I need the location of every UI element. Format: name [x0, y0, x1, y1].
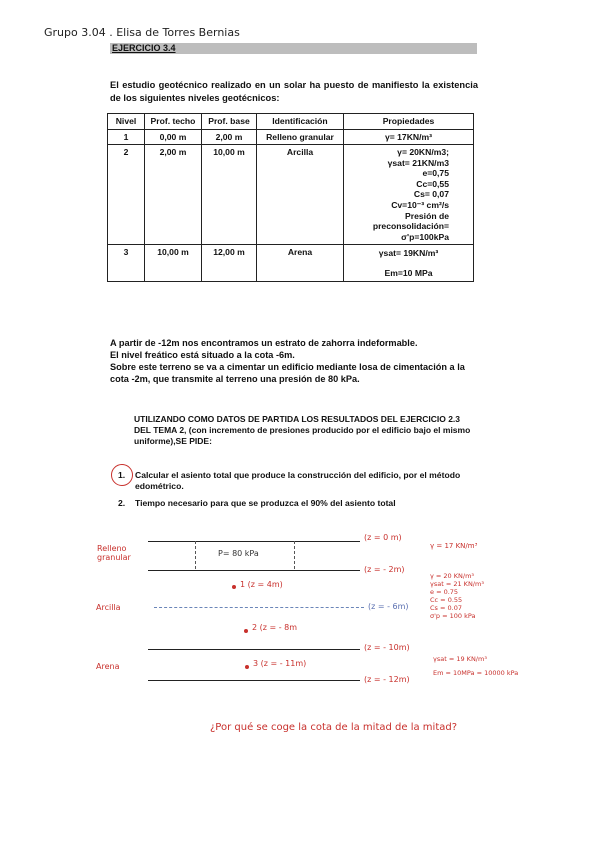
list-item: [118, 498, 478, 509]
cell-nivel: 2: [108, 145, 145, 245]
para-line: El nivel freático está situado a la cota -6m.: [110, 350, 295, 360]
foundation-edge: [195, 541, 196, 569]
layer-label-relleno: Relleno granular: [97, 544, 131, 562]
cell-props: γ= 17KN/m³: [344, 129, 474, 145]
note-line: γsat = 21 KN/m³: [430, 580, 484, 588]
prop-line: Cc=0,55: [416, 178, 449, 189]
th-techo: Prof. techo: [145, 114, 202, 130]
question-number: 1.: [118, 470, 126, 480]
prop-line: Presión de: [405, 210, 449, 221]
prop-line: γsat= 19KN/m³: [378, 248, 439, 259]
table-row: [108, 145, 474, 245]
table-header-row: [108, 114, 474, 130]
conditions-paragraph: [110, 337, 480, 385]
cell-nivel: 3: [108, 245, 145, 282]
layer-boundary-line: [148, 649, 360, 650]
point-marker: [244, 629, 248, 633]
note-line: Em = 10MPa = 10000 kPa: [433, 669, 519, 677]
prop-line: σ'p=100kPa: [401, 231, 449, 242]
layer-label-arcilla: Arcilla: [96, 603, 121, 612]
task-statement: UTILIZANDO COMO DATOS DE PARTIDA LOS RESULTADOS DEL EJERCICIO 2.3 DEL TEMA 2, (con incremento de presiones producido por el edificio bajo el mismo uniforme),SE PIDE:: [134, 414, 471, 446]
note-line: Cc = 0.55: [430, 596, 463, 604]
note-relleno: γ = 17 KN/m³: [430, 542, 478, 550]
list-item: [118, 470, 478, 492]
cell-base: 2,00 m: [202, 129, 257, 145]
cota-label: (z = - 2m): [364, 565, 405, 574]
load-label: P= 80 kPa: [218, 549, 259, 558]
para-line: Sobre este terreno se va a cimentar un edificio mediante losa de cimentación a la cota -2m, que transmite al terreno una presión de 80 kPa.: [110, 362, 465, 384]
note-line: σ'p = 100 kPa: [430, 612, 476, 620]
water-table-line: [154, 607, 364, 608]
foundation-line: [148, 570, 360, 571]
geotechnical-table: [107, 113, 474, 282]
prop-line: γ= 20KN/m3;: [397, 147, 449, 157]
base-line: [148, 680, 360, 681]
note-line: Cs = 0.07: [430, 604, 462, 612]
cell-techo: 10,00 m: [145, 245, 202, 282]
th-nivel: Nivel: [108, 114, 145, 130]
table-row: [108, 245, 474, 282]
cell-base: 12,00 m: [202, 245, 257, 282]
point-label: 3 (z = - 11m): [253, 659, 307, 668]
handwritten-question: ¿Por qué se coge la cota de la mitad de la mitad?: [210, 722, 458, 733]
th-base: Prof. base: [202, 114, 257, 130]
prop-line: Cv=10⁻³ cm²/s: [391, 199, 449, 210]
point-marker: [232, 585, 236, 589]
prop-line: e=0,75: [422, 168, 449, 179]
author-note: Grupo 3.04 . Elisa de Torres Bernias: [44, 26, 240, 39]
prop-line: preconsolidación=: [372, 221, 449, 232]
cell-techo: 0,00 m: [145, 129, 202, 145]
cell-nivel: 1: [108, 129, 145, 145]
cell-techo: 2,00 m: [145, 145, 202, 245]
prop-line: Em=10 MPa: [384, 268, 433, 279]
cota-label: (z = 0 m): [364, 533, 402, 542]
layer-label-arena: Arena: [96, 662, 120, 671]
foundation-edge: [294, 541, 295, 569]
cell-ident: Arena: [257, 245, 344, 282]
th-props: Propiedades: [344, 114, 474, 130]
question-text: Tiempo necesario para que se produzca el 90% del asiento total: [135, 498, 396, 508]
point-label: 2 (z = - 8m: [252, 623, 298, 632]
point-marker: [245, 665, 249, 669]
table-row: [108, 129, 474, 145]
point-label: 1 (z = 4m): [240, 580, 283, 589]
cota-label: (z = - 10m): [364, 643, 410, 652]
questions-list: [118, 470, 478, 515]
exercise-title: EJERCICIO 3.4: [110, 43, 477, 54]
note-line: γ = 20 KN/m³: [430, 572, 475, 580]
cell-props: [344, 145, 474, 245]
cell-ident: Arcilla: [257, 145, 344, 245]
para-line: A partir de -12m nos encontramos un estrato de zahorra indeformable.: [110, 338, 418, 348]
cota-label: (z = - 6m): [368, 602, 409, 611]
th-ident: Identificación: [257, 114, 344, 130]
notes-arena: [433, 652, 518, 680]
intro-text: El estudio geotécnico realizado en un solar ha puesto de manifiesto la existencia de los siguientes niveles geotécnicos:: [110, 80, 478, 103]
cota-label: (z = - 12m): [364, 675, 410, 684]
note-line: γsat = 19 KN/m³: [433, 655, 487, 663]
cell-base: 10,00 m: [202, 145, 257, 245]
notes-arcilla: [430, 572, 484, 620]
note-line: e = 0.75: [430, 588, 459, 596]
prop-line: γsat= 21KN/m3: [387, 157, 449, 168]
question-text: Calcular el asiento total que produce la construcción del edificio, por el método edométrico.: [135, 470, 461, 491]
question-number: 2.: [118, 498, 126, 508]
prop-line: Cs= 0,07: [413, 189, 449, 200]
cell-ident: Relleno granular: [257, 129, 344, 145]
cell-props: [344, 245, 474, 282]
surface-line: [148, 541, 360, 542]
